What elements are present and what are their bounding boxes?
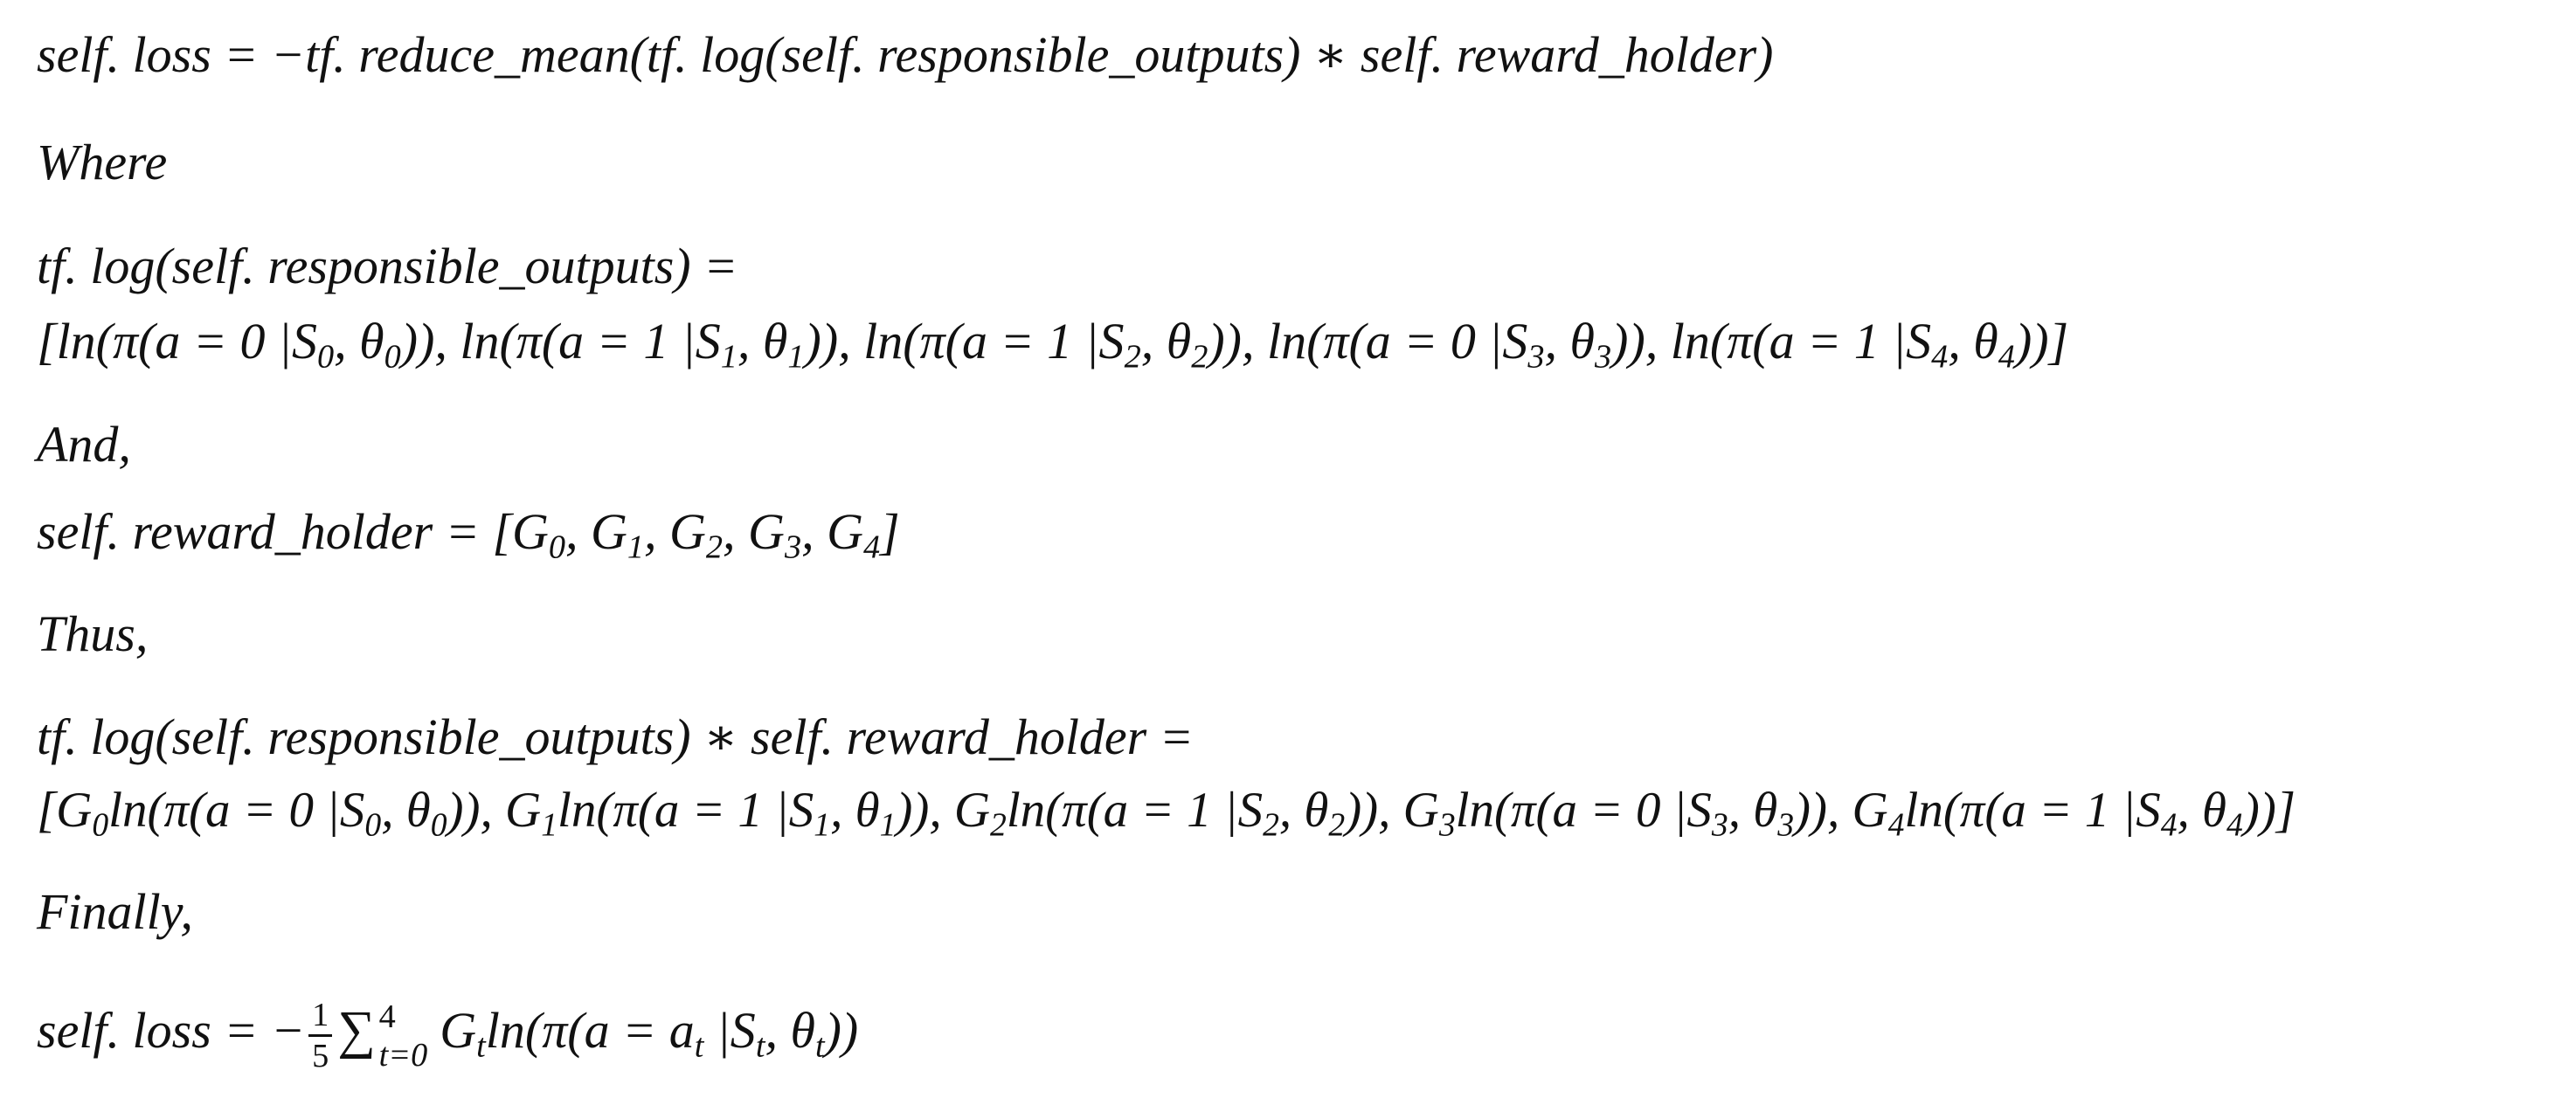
summation-limits: 4 t=0 [378,998,428,1074]
text-finally: Finally, [37,883,193,940]
equation-product-label: tf. log(self. responsible_outputs) ∗ self. reward_holder = [37,708,1194,765]
equation-log-outputs-label: tf. log(self. responsible_outputs) = [37,238,738,294]
equation-product-vector: [$G_0\ln(\pi(a = 0$ $|S_0$, $\theta_0$)), $G_1\ln(\pi(a = 1$ $|S_1$, $\theta_1$)), $G_2\ln(\pi(a = 1$ $|S_2$, $\theta_2$)), $G_3\ln(\pi(a = 0$ $|S_3$, $\theta_3$)), $G_4\ln(\pi(a = 1$ $|S_4$, $\theta_4$))] [37,783,2296,844]
text-where: Where [37,134,168,190]
text-and: And, [37,416,131,473]
equation-loss-definition: self. loss = −tf. reduce_mean(tf. log(self. responsible_outputs) ∗ self. reward_holder) [37,26,1774,83]
text-thus: Thus, [37,605,149,662]
summation-symbol: ∑ [337,1000,376,1060]
equation-reward-holder: self. reward_holder = [$G_0$, $G_1$, $G_2$, $G_3$, $G_4$] [37,503,900,566]
equation-log-outputs-vector: [ln(π(a = 0 $|S_0$, $\theta_0$)), ln(π(a = 1 $|S_1$, $\theta_1$)), ln(π(a = 1 $|S_2$, $\theta_2$)), ln(π(a = 0 $|S_3$, $\theta_3$)), ln(π(a = 1 $|S_4$, $\theta_4$))] [37,313,2069,376]
equation-final-loss: self. loss = − $\frac{1}{5}$ ∑ 4 t=0 $G_t\ln(\pi(a = a_t$ $|S_t$, $\theta_t$)) [37,997,859,1075]
fraction-one-fifth: $\frac{1}{5}$ [308,996,332,1075]
